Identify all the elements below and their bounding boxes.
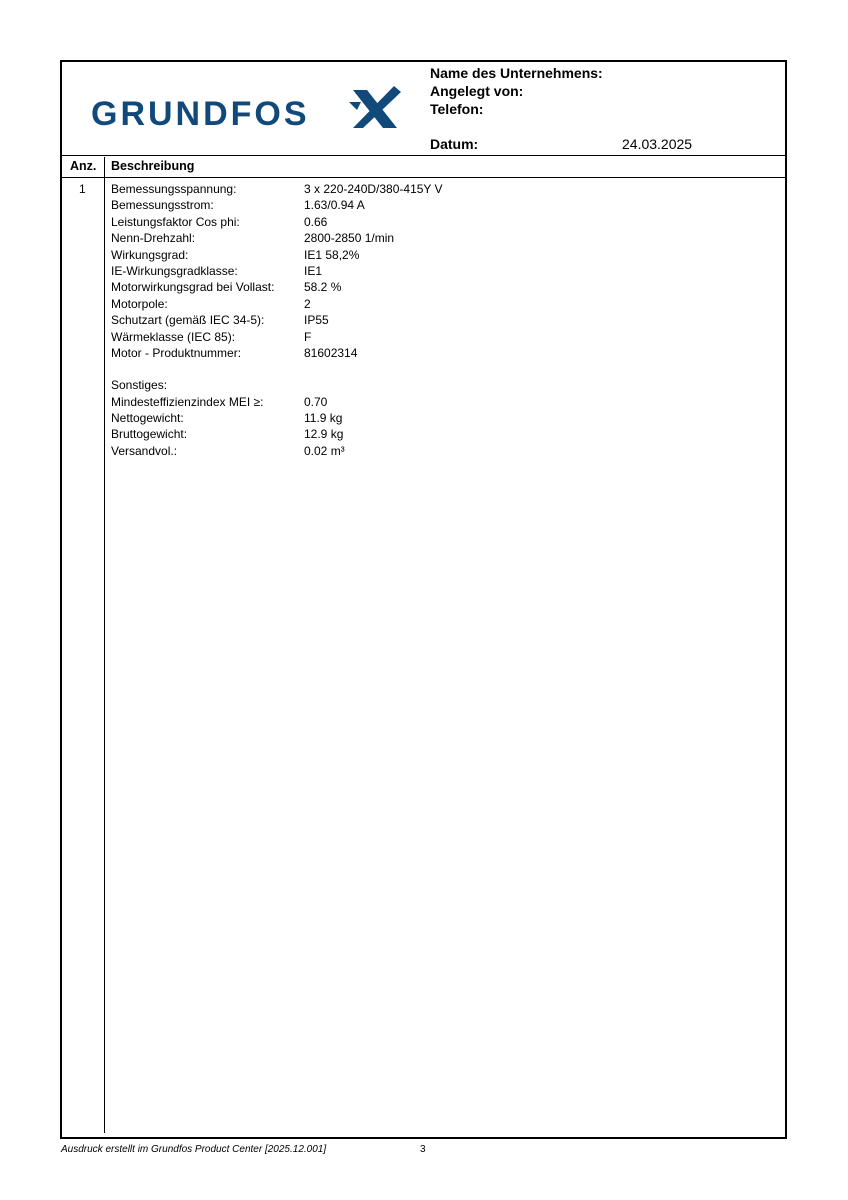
- other-value: 0.70: [304, 394, 328, 409]
- date-label: Datum:: [430, 136, 479, 152]
- logo-wordmark: GRUNDFOS: [91, 95, 310, 132]
- other-label: Nettogewicht:: [111, 411, 184, 426]
- spec-value: IP55: [304, 313, 329, 328]
- other-value: 0.02 m³: [304, 443, 345, 458]
- spec-label: Nenn-Drehzahl:: [111, 231, 196, 246]
- spec-value: 58.2 %: [304, 280, 342, 295]
- spec-value: 2: [304, 296, 311, 311]
- other-label: Bruttogewicht:: [111, 427, 188, 442]
- row-quantity: 1: [79, 182, 86, 196]
- spec-value: 3 x 220-240D/380-415Y V: [304, 182, 443, 196]
- spec-label: Motor - Produktnummer:: [111, 345, 242, 360]
- phone-label: Telefon:: [430, 101, 484, 117]
- spec-value: 0.66: [304, 214, 328, 229]
- spec-value: IE1: [304, 263, 323, 278]
- spec-label: Leistungsfaktor Cos phi:: [111, 214, 240, 229]
- other-value: 12.9 kg: [304, 427, 344, 442]
- spec-label: Wärmeklasse (IEC 85):: [111, 329, 236, 344]
- spec-value: 81602314: [304, 345, 358, 360]
- other-label: Mindesteffizienzindex MEI ≥:: [111, 394, 264, 409]
- spec-value: 2800-2850 1/min: [304, 231, 395, 246]
- spec-label: Wirkungsgrad:: [111, 247, 189, 262]
- spec-value: F: [304, 329, 312, 344]
- spec-label: Bemessungsstrom:: [111, 198, 214, 213]
- date-value: 24.03.2025: [622, 136, 693, 152]
- page-number: 3: [420, 1144, 426, 1155]
- other-value: 11.9 kg: [304, 411, 343, 426]
- spec-label: Bemessungsspannung:: [111, 182, 237, 196]
- grundfos-logo: [91, 84, 401, 132]
- logo-x-icon: [349, 86, 401, 128]
- created-by-label: Angelegt von:: [430, 83, 524, 99]
- column-divider: [104, 157, 105, 1133]
- column-header-qty: Anz.: [70, 159, 97, 173]
- other-heading-label: Sonstiges:: [111, 378, 168, 393]
- spec-label: Schutzart (gemäß IEC 34-5):: [111, 313, 265, 328]
- company-label: Name des Unternehmens:: [430, 65, 603, 81]
- other-label: Versandvol.:: [111, 443, 178, 458]
- spec-label: Motorpole:: [111, 296, 168, 311]
- column-header-divider: [61, 177, 786, 178]
- spec-value: IE1 58,2%: [304, 247, 360, 262]
- spec-label: Motorwirkungsgrad bei Vollast:: [111, 280, 275, 295]
- header-divider: [61, 155, 786, 156]
- footer-note: Ausdruck erstellt im Grundfos Product Center [2025.12.001]: [61, 1144, 327, 1155]
- spec-label: IE-Wirkungsgradklasse:: [111, 263, 238, 278]
- spec-value: 1.63/0.94 A: [304, 198, 365, 213]
- column-header-description: Beschreibung: [111, 159, 195, 173]
